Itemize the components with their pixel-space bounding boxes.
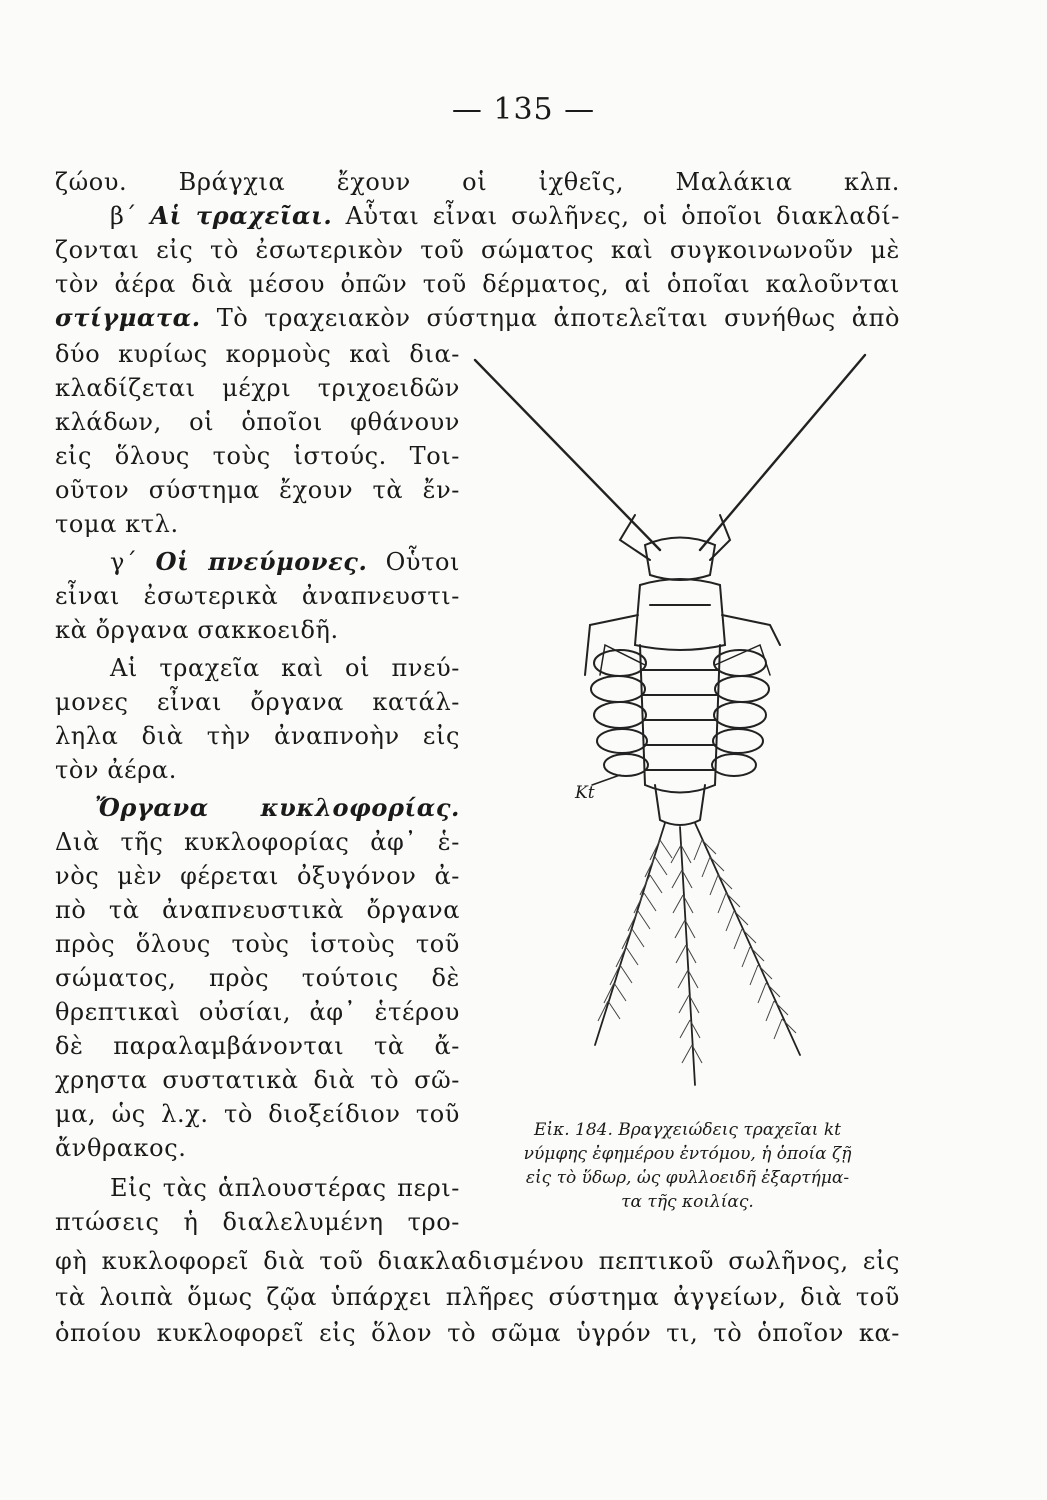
section-marker: γ΄	[110, 548, 138, 576]
section-heading-circulation: Ὄργανα κυκλοφορίας.	[95, 793, 460, 822]
caption-line: τα τῆς κοιλίας.	[621, 1192, 754, 1212]
text-line: ληλα διὰ τὴν ἀναπνοὴν εἰς	[55, 722, 460, 750]
term-stigmata: στίγματα.	[55, 303, 201, 332]
text-line: πτώσεις ἡ διαλελυμένη τρο-	[55, 1208, 460, 1236]
text-line: Διὰ τῆς κυκλοφορίας ἀφ᾽ ἑ-	[55, 828, 460, 856]
text-line: πὸ τὰ ἀναπνευστικὰ ὄργανα	[55, 896, 460, 924]
text-line: κὰ ὄργανα σακκοειδῆ.	[55, 616, 339, 644]
text-line: πρὸς ὅλους τοὺς ἱστοὺς τοῦ	[55, 930, 460, 958]
text-line: τὰ λοιπὰ ὅμως ζῷα ὑπάρχει πλῆρες σύστημα ἀγγείων, διὰ τοῦ	[55, 1283, 900, 1311]
text-line: φὴ κυκλοφορεῖ διὰ τοῦ διακλαδισμένου πεπτικοῦ σωλῆνος, εἰς	[55, 1247, 900, 1275]
text-line: ὁποίου κυκλοφορεῖ εἰς ὅλον τὸ σῶμα ὑγρόν τι, τὸ ὁποῖον κα-	[55, 1319, 900, 1347]
text-line: τομα κτλ.	[55, 510, 179, 538]
section-text: Οὗτοι	[385, 548, 461, 576]
text-line: οῦτον σύστημα ἔχουν τὰ ἔν-	[55, 476, 460, 504]
caption-line: εἰς τὸ ὕδωρ, ὡς φυλλοειδῆ ἐξαρτήμα-	[525, 1168, 850, 1188]
caption-line: Εἰκ. 184. Βραγχειώδεις τραχεῖαι kt	[534, 1120, 841, 1140]
section-marker: β΄	[110, 202, 138, 230]
text-line: ἄνθρακος.	[55, 1134, 187, 1162]
figure-caption	[465, 1118, 910, 1214]
text-line: τὸν ἀέρα.	[55, 756, 177, 784]
text-line: ζονται εἰς τὸ ἐσωτερικὸν τοῦ σώματος καὶ συγκοινωνοῦν μὲ	[55, 236, 900, 264]
text-line: χρηστα συστατικὰ διὰ τὸ σῶ-	[55, 1066, 460, 1094]
text-line: δὲ παραλαμβάνονται τὰ ἄ-	[55, 1032, 460, 1060]
section-heading-tracheae: Αἱ τραχεῖαι.	[150, 201, 333, 230]
text-line	[110, 199, 900, 233]
section-text: Τὸ τραχειακὸν σύστημα ἀποτελεῖται συνήθως ἀπὸ	[216, 304, 900, 332]
text-line: κλαδίζεται μέχρι τριχοειδῶν	[55, 374, 460, 402]
section-text: Αὗται εἶναι σωλῆνες, οἱ ὁποῖοι διακλαδί-	[345, 202, 900, 230]
text-line	[110, 545, 460, 579]
text-line: εἰς ὅλους τοὺς ἱστούς. Τοι-	[55, 442, 460, 470]
mayfly-nymph-drawing	[470, 345, 900, 1105]
text-line	[55, 301, 900, 335]
caption-line: νύμφης ἐφημέρου ἐντόμου, ἡ ὁποία ζῇ	[523, 1144, 852, 1164]
text-line: σώματος, πρὸς τούτοις δὲ	[55, 964, 460, 992]
text-line: νὸς μὲν φέρεται ὀξυγόνον ἀ-	[55, 862, 460, 890]
text-line: θρεπτικαὶ οὐσίαι, ἀφ᾽ ἑτέρου	[55, 998, 460, 1026]
text-line: τὸν ἀέρα διὰ μέσου ὀπῶν τοῦ δέρματος, αἱ ὁποῖαι καλοῦνται	[55, 270, 900, 298]
text-line: μα, ὡς λ.χ. τὸ διοξείδιον τοῦ	[55, 1100, 460, 1128]
mayfly-nymph-illustration	[470, 345, 900, 1105]
page-number: — 135 —	[451, 92, 596, 127]
text-line: Αἱ τραχεῖα καὶ οἱ πνεύ-	[110, 654, 460, 682]
text-line: ζώου. Βράγχια ἔχουν οἱ ἰχθεῖς, Μαλάκια κλπ.	[55, 168, 900, 196]
text-line: κλάδων, οἱ ὁποῖοι φθάνουν	[55, 408, 460, 436]
text-line: μονες εἶναι ὄργανα κατάλ-	[55, 688, 460, 716]
figure-label-kt: Kt	[575, 783, 595, 803]
text-line: δύο κυρίως κορμοὺς καὶ δια-	[55, 340, 460, 368]
text-line: Εἰς τὰς ἁπλουστέρας περι-	[110, 1174, 460, 1202]
text-line: εἶναι ἐσωτερικὰ ἀναπνευστι-	[55, 582, 460, 610]
section-heading-lungs: Οἱ πνεύμονες.	[155, 547, 368, 576]
